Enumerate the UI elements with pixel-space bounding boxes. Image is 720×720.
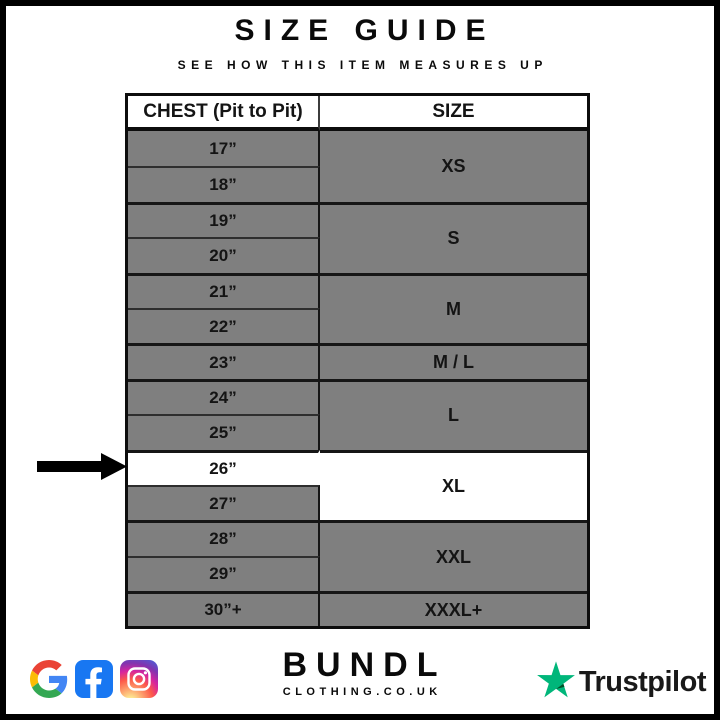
chest-cell: 22” <box>128 308 320 343</box>
size-cell: M <box>320 273 587 344</box>
chest-cell: 18” <box>128 166 320 201</box>
chest-cell: 23” <box>128 343 320 378</box>
size-cell-highlighted: XL <box>320 450 587 521</box>
size-cell: M / L <box>320 343 587 378</box>
column-header-chest: CHEST (Pit to Pit) <box>128 96 320 131</box>
chest-cell: 20” <box>128 237 320 272</box>
page-title: SIZE GUIDE <box>234 14 495 47</box>
trustpilot-label: Trustpilot <box>578 666 706 698</box>
size-cell: XXXL+ <box>320 591 587 626</box>
trustpilot-star-icon <box>537 661 575 698</box>
chest-cell: 29” <box>128 556 320 591</box>
chest-cell: 25” <box>128 414 320 449</box>
size-cell: XXL <box>320 520 587 591</box>
chest-cell: 28” <box>128 520 320 555</box>
chest-cell: 19” <box>128 202 320 237</box>
column-header-size: SIZE <box>320 96 587 131</box>
size-cell: S <box>320 202 587 273</box>
trustpilot-logo[interactable] <box>537 660 706 699</box>
chest-cell: 27” <box>128 485 320 520</box>
size-cell: XS <box>320 131 587 202</box>
size-table <box>125 93 590 629</box>
size-cell: L <box>320 379 587 450</box>
page-subtitle: SEE HOW THIS ITEM MEASURES UP <box>177 58 548 72</box>
chest-cell: 21” <box>128 273 320 308</box>
arrow-right-indicator <box>35 453 127 480</box>
brand-domain: CLOTHING.CO.UK <box>282 686 442 698</box>
brand-name: BUNDL <box>282 646 447 684</box>
chest-cell-highlighted: 26” <box>128 450 320 485</box>
chest-cell: 24” <box>128 379 320 414</box>
chest-cell: 30”+ <box>128 591 320 626</box>
chest-cell: 17” <box>128 131 320 166</box>
